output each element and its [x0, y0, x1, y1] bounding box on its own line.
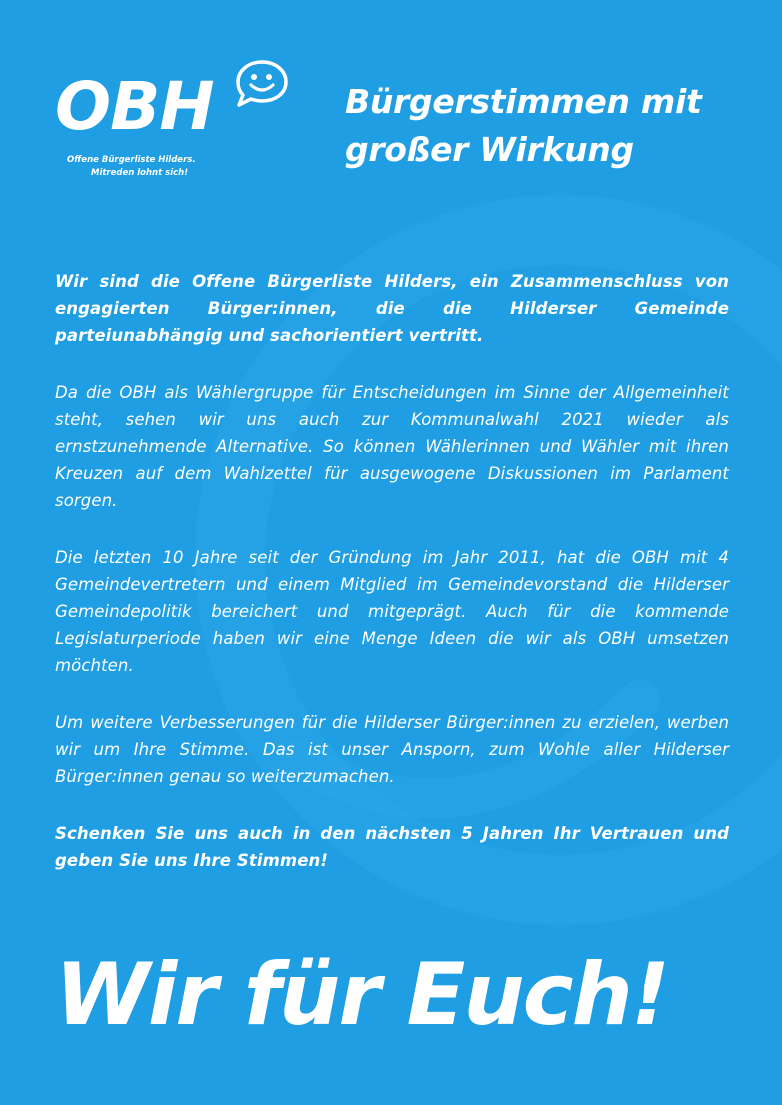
history-paragraph: Die letzten 10 Jahre seit der Gründung im Jahr 2011, hat die OBH mit 4 Gemeindevertretern und einem Mitglied im Gemeindevorstand die Hilderser Gemeindepolitik bereichert und mitgeprägt. Auch für die kommende Legislaturperiode haben wir eine Menge Ideen die wir als OBH umsetzen möchten.: [55, 548, 729, 675]
headline: [345, 78, 745, 174]
obh-logo: [55, 58, 295, 188]
smiley-speech-bubble-icon: [233, 58, 291, 108]
intro-paragraph: Wir sind die Offene Bürgerliste Hilders, ein Zusammenschluss von engagierten Bürger:innen, die die Hilderser Gemeinde parteiunabhängig und sachorientiert vertritt.: [55, 272, 729, 345]
slogan: Wir für Euch!: [55, 945, 669, 1045]
headline-line1: Bürgerstimmen mit: [345, 82, 702, 121]
voter-group-paragraph: Da die OBH als Wählergruppe für Entscheidungen im Sinne der Allgemeinheit steht, sehen wir uns auch zur Kommunalwahl 2021 wieder als ernstzunehmende Alternative. So können Wählerinnen und Wähler mit ihren Kreuzen auf dem Wahlzettel für ausgewogene Diskussionen im Parlament sorgen.: [55, 383, 729, 510]
appeal-paragraph: Um weitere Verbesserungen für die Hilderser Bürger:innen zu erzielen, werben wir um Ihre Stimme. Das ist unser Ansporn, zum Wohle aller Hilderser Bürger:innen genau so weiterzumachen.: [55, 713, 729, 786]
logo-tagline-line2: Mitreden lohnt sich!: [91, 168, 189, 178]
logo-wordmark: OBH: [55, 68, 214, 145]
logo-tagline: [67, 154, 196, 180]
logo-tagline-line1: Offene Bürgerliste Hilders.: [67, 155, 196, 165]
closing-paragraph: Schenken Sie uns auch in den nächsten 5 Jahren Ihr Vertrauen und geben Sie uns Ihre Stimmen!: [55, 824, 729, 870]
headline-line2: großer Wirkung: [345, 130, 634, 169]
body-text: [55, 268, 729, 904]
